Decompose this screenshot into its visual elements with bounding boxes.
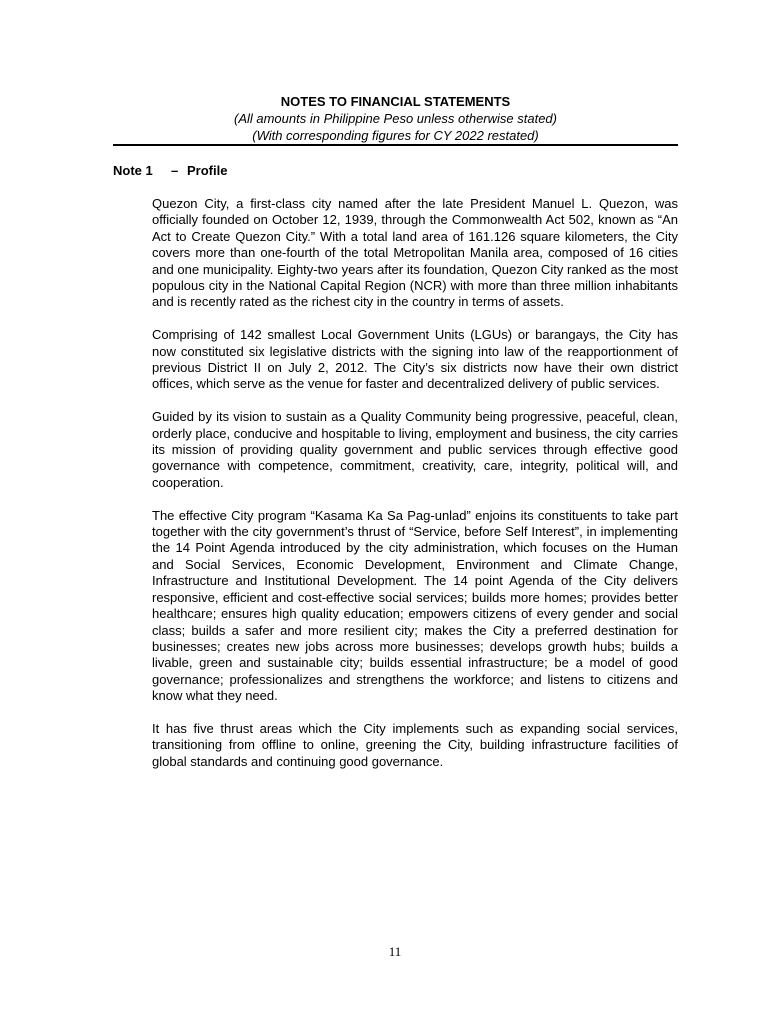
note-number: Note 1 <box>113 163 153 178</box>
paragraph-districts: Comprising of 142 smallest Local Government Units (LGUs) or barangays, the City has now constituted six legislative districts with the signing into law of the reapportionment of previous District II on July 2, 2012. The City’s six districts now have their own district offices, which serve as the venue for faster and decentralized delivery of public services. <box>152 327 678 392</box>
note-body <box>152 196 678 787</box>
page-number: 11 <box>388 944 402 959</box>
document-title: NOTES TO FINANCIAL STATEMENTS <box>280 94 511 109</box>
note-title: Profile <box>187 163 228 178</box>
paragraph-thrust-areas: It has five thrust areas which the City implements such as expanding social services, transitioning from offline to online, greening the City, building infrastructure facilities of global standards and continuing good governance. <box>152 720 678 769</box>
document-subtitle-amounts: (All amounts in Philippine Peso unless otherwise stated) <box>233 111 557 126</box>
header-divider <box>113 144 678 146</box>
note-dash: – <box>171 163 179 178</box>
document-header <box>113 93 678 144</box>
note-heading <box>113 162 227 179</box>
paragraph-overview: Quezon City, a first-class city named after the late President Manuel L. Quezon, was officially founded on October 12, 1939, through the Commonwealth Act 502, known as “An Act to Create Quezon City.” With a total land area of 161.126 square kilometers, the City covers more than one-fourth of the total Metropolitan Manila area, composed of 16 cities and one municipality. Eighty-two years after its foundation, Quezon City ranked as the most populous city in the National Capital Region (NCR) with more than three million inhabitants and is recently rated as the richest city in the country in terms of assets. <box>152 196 678 310</box>
paragraph-program-agenda: The effective City program “Kasama Ka Sa Pag-unlad” enjoins its constituents to take part together with the city government’s thrust of “Service, before Self Interest”, in implementing the 14 Point Agenda introduced by the city administration, which focuses on the Human and Social Services, Economic Development, Environment and Climate Change, Infrastructure and Institutional Development. The 14 point Agenda of the City delivers responsive, efficient and cost-effective social services; builds more homes; provides better healthcare; ensures high quality education; empowers citizens of every gender and social class; builds a safer and more resilient city; makes the City a preferred destination for businesses; creates new jobs across more businesses; develops growth hubs; builds a livable, green and sustainable city; builds essential infrastructure; be a model of good governance; professionalizes and strengthens the workforce; and listens to citizens and know what they need. <box>152 507 678 704</box>
document-subtitle-restated: (With corresponding figures for CY 2022 restated) <box>252 128 539 143</box>
paragraph-vision-mission: Guided by its vision to sustain as a Quality Community being progressive, peaceful, clean, orderly place, conducive and hospitable to living, employment and business, the city carries its mission of providing quality government and public services through effective good governance with competence, commitment, creativity, care, integrity, political will, and cooperation. <box>152 409 678 490</box>
